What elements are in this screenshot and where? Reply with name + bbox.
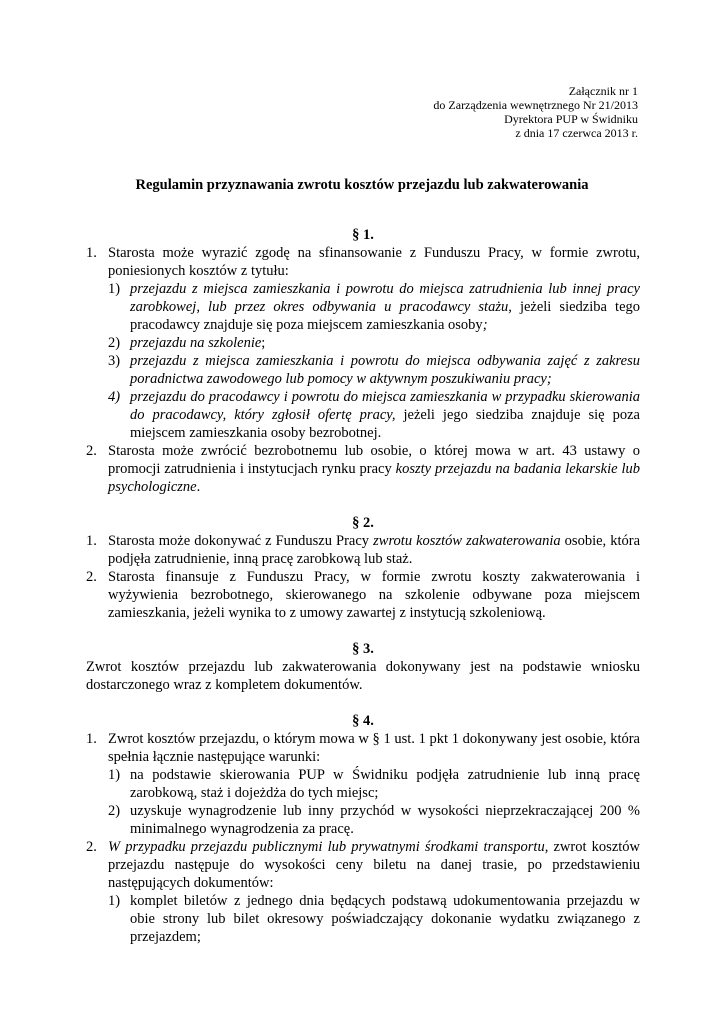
list-item bbox=[86, 730, 640, 766]
sub-item bbox=[108, 892, 640, 946]
sub-item bbox=[108, 280, 640, 334]
section-heading: § 1. bbox=[352, 227, 374, 243]
item-italic-text: przejazdu z miejsca zamieszkania i powrotu do miejsca zatrudnienia lub innej pracy zarobkowej, lub przez okres odbywania u pracodawcy stażu, bbox=[130, 281, 640, 315]
header-line: do Zarządzenia wewnętrznego Nr 21/2013 bbox=[433, 98, 638, 112]
item-italic-text: przejazdu z miejsca zamieszkania i powrotu do miejsca odbywania zajęć z zakresu poradnictwa zawodowego lub pomocy w aktywnym poszukiwaniu pracy; bbox=[130, 353, 640, 387]
sub-item bbox=[108, 352, 640, 388]
item-italic-text: W przypadku przejazdu publicznymi lub prywatnymi środkami transportu, bbox=[108, 839, 549, 855]
item-text: uzyskuje wynagrodzenie lub inny przychód w wysokości nieprzekraczającej 200 % minimalnego wynagrodzenia za pracę. bbox=[130, 803, 640, 837]
item-number: 4) bbox=[108, 389, 121, 405]
item-text: osobie, która podjęła zatrudnienie, inną pracę zarobkową lub staż. bbox=[108, 533, 641, 567]
item-number: 2. bbox=[86, 443, 97, 459]
item-number: 1. bbox=[86, 731, 97, 747]
item-italic-text: zwrotu kosztów zakwaterowania bbox=[373, 533, 561, 549]
section-heading: § 4. bbox=[352, 713, 374, 729]
item-text: Starosta może wyrazić zgodę na sfinansowanie z Funduszu Pracy, w formie zwrotu, poniesionych kosztów z tytułu: bbox=[108, 245, 640, 279]
item-text: ; bbox=[261, 335, 266, 351]
item-number: 1) bbox=[108, 767, 121, 783]
header-line: z dnia 17 czerwca 2013 r. bbox=[515, 126, 638, 140]
item-text: na podstawie skierowania PUP w Świdniku podjęła zatrudnienie lub inną pracę zarobkową, staż i dojeżdża do tych miejsc; bbox=[130, 767, 640, 801]
item-text: jeżeli siedziba tego pracodawcy znajduje się poza miejscem zamieszkania osoby bbox=[130, 299, 640, 333]
sub-item bbox=[108, 388, 640, 442]
item-number: 1. bbox=[86, 533, 97, 549]
item-text: Starosta finansuje z Funduszu Pracy, w formie zwrotu koszty zakwaterowania i wyżywienia bezrobotnego, skierowanego na szkolenie odbywane poza miejscem zamieszkania, jeżeli wynika to z umowy zawartej z instytucją szkoleniową. bbox=[108, 569, 640, 621]
item-text: Starosta może dokonywać z Funduszu Pracy bbox=[108, 533, 374, 549]
list-item bbox=[86, 244, 640, 280]
section-heading: § 2. bbox=[352, 515, 374, 531]
item-italic-text: koszty przejazdu na badania lekarskie lub psychologiczne bbox=[108, 461, 640, 495]
item-text: zwrot kosztów przejazdu następuje do wysokości ceny biletu na danej trasie, po przedstawieniu następujących dokumentów: bbox=[108, 839, 640, 891]
item-text: Starosta może zwrócić bezrobotnemu lub osobie, o której mowa w art. 43 ustawy o promocji zatrudnienia i instytucjach rynku pracy bbox=[108, 443, 640, 477]
section-heading: § 3. bbox=[352, 641, 374, 657]
item-number: 1) bbox=[108, 281, 121, 297]
paragraph: Zwrot kosztów przejazdu lub zakwaterowania dokonywany jest na podstawie wniosku dostarczonego wraz z kompletem dokumentów. bbox=[86, 659, 640, 693]
header-line: Dyrektora PUP w Świdniku bbox=[504, 112, 638, 126]
item-italic-text: ; bbox=[482, 317, 488, 333]
attachment-header bbox=[433, 84, 638, 140]
item-number: 1) bbox=[108, 893, 121, 909]
document-title: Regulamin przyznawania zwrotu kosztów przejazdu lub zakwaterowania bbox=[135, 177, 589, 193]
item-number: 2) bbox=[108, 803, 121, 819]
item-number: 2. bbox=[86, 839, 97, 855]
item-italic-text: przejazdu do pracodawcy i powrotu do miejsca zamieszkania w przypadku skierowania do pracodawcy, który zgłosił ofertę pracy, bbox=[130, 389, 640, 423]
list-item bbox=[86, 838, 640, 892]
item-text: . bbox=[196, 479, 201, 495]
item-number: 1. bbox=[86, 245, 97, 261]
list-item bbox=[86, 568, 640, 622]
document-body bbox=[86, 226, 640, 946]
item-text: Zwrot kosztów przejazdu, o którym mowa w § 1 ust. 1 pkt 1 dokonywany jest osobie, która spełnia łącznie następujące warunki: bbox=[108, 731, 640, 765]
sub-item bbox=[108, 766, 640, 802]
item-number: 2. bbox=[86, 569, 97, 585]
sub-item bbox=[108, 334, 640, 352]
header-line: Załącznik nr 1 bbox=[568, 84, 638, 98]
item-text: jeżeli jego siedziba znajduje się poza miejscem zamieszkania osoby bezrobotnej. bbox=[130, 407, 640, 441]
list-item bbox=[86, 532, 640, 568]
list-item bbox=[86, 442, 640, 496]
item-number: 3) bbox=[108, 353, 121, 369]
item-text: komplet biletów z jednego dnia będących podstawą udokumentowania przejazdu w obie strony lub bilet okresowy poświadczający dokonanie wydatku związanego z przejazdem; bbox=[130, 893, 640, 945]
sub-item bbox=[108, 802, 640, 838]
item-italic-text: przejazdu na szkolenie bbox=[130, 335, 262, 351]
item-number: 2) bbox=[108, 335, 121, 351]
